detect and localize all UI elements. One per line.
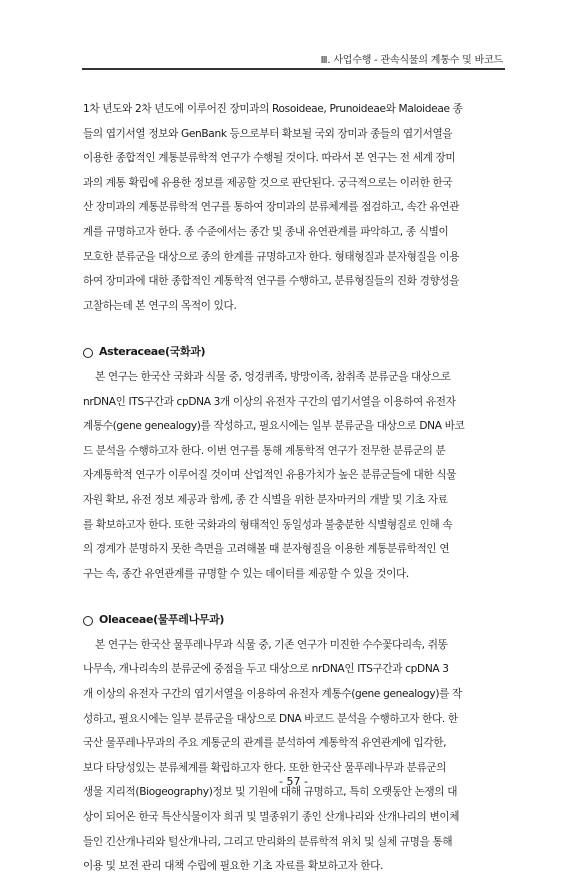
text-line: 과의 계통 확립에 유용한 정보를 제공할 것으로 판단된다. 궁극적으로는 이러한 한국 — [83, 176, 453, 189]
text-line: 산 장미과의 계통분류학적 연구를 통하여 장미과의 분류체계를 점검하고, 속간 유연관 — [83, 201, 460, 214]
text-line: 하여 장미과에 대한 종합적인 계통학적 연구를 수행하고, 분류형질들의 진화 경향성을 — [83, 275, 460, 288]
text-line: 개 이상의 유전자 구간의 엽기서열을 이용하여 유전자 계통수(gene genealogy)를 작 — [83, 688, 462, 701]
circle-bullet-icon — [83, 616, 93, 626]
text-line: 계를 규명하고자 한다. 종 수준에서는 종간 및 종내 유연관계를 파악하고, 종 식별이 — [83, 225, 449, 238]
text-line: 고찰하는데 본 연구의 목적이 있다. — [83, 299, 237, 312]
circle-bullet-icon — [83, 348, 93, 358]
page-body — [83, 97, 508, 879]
text-line: 이용한 종합적인 계통분류학적 연구가 수행될 것이다. 따라서 본 연구는 전 세계 장미 — [83, 152, 456, 165]
section-title: Oleaceae(물푸레나무과) — [99, 613, 225, 627]
text-line: 보다 타당성있는 분류체계를 확립하고자 한다. 또한 한국산 물푸레나무과 분류군의 — [83, 761, 447, 774]
text-line: 본 연구는 한국산 물푸레나무과 식물 중, 기존 연구가 미진한 수수꽃다리속, 쥐똥 — [95, 638, 448, 651]
asteraceae-paragraph — [83, 365, 508, 586]
oleaceae-paragraph — [83, 633, 508, 879]
intro-paragraph — [83, 97, 508, 318]
text-line: 를 확보하고자 한다. 또한 국화과의 형태적인 동일성과 불충분한 식별형질로 인해 속 — [83, 518, 453, 531]
text-line: 나무속, 개나리속의 분류군에 중점을 두고 대상으로 nrDNA인 ITS구간과 cpDNA 3 — [83, 663, 449, 676]
text-line: nrDNA인 ITS구간과 cpDNA 3개 이상의 유전자 구간의 엽기서열을 이용하여 유전자 — [83, 395, 456, 408]
text-line: 계통수(gene genealogy)를 작성하고, 필요시에는 일부 분류군을 대상으로 DNA 바코 — [83, 420, 465, 433]
header-rule — [82, 68, 505, 70]
section-heading-asteraceae — [83, 340, 508, 365]
page-number: - 57 - — [279, 775, 308, 788]
text-line: 생물 지리적(Biogeography)정보 및 기원에 대해 규명하고, 특히 오랫동안 논쟁의 대 — [83, 786, 458, 799]
text-line: 1차 년도와 2차 년도에 이루어진 장미과의 Rosoideae, Prunoideae와 Maloideae 종 — [83, 103, 463, 115]
section-title: Asteraceae(국화과) — [99, 345, 206, 359]
text-line: 들인 긴산개나리와 털산개나리, 그리고 만리화의 분류학적 위치 및 실체 규명을 통해 — [83, 835, 453, 848]
text-line: 국산 물푸레나무과의 주요 계통군의 관계를 분석하여 계통학적 유연관계에 입각한, — [83, 737, 447, 750]
text-line: 상이 되어온 한국 특산식물이자 희귀 및 멸종위기 종인 산개나리와 산개나리의 변이체 — [83, 811, 460, 824]
text-line: 구는 속, 종간 유연관계를 규명할 수 있는 데이터를 제공할 수 있을 것이다. — [83, 567, 409, 580]
section-heading-oleaceae — [83, 608, 508, 633]
text-line: 모호한 분류군을 대상으로 종의 한계를 규명하고자 한다. 형태형질과 분자형질을 이용 — [83, 250, 460, 263]
text-line: 성하고, 필요시에는 일부 분류군을 대상으로 DNA 바코드 분석을 수행하고자 한다. 한 — [83, 712, 458, 725]
header-title: Ⅲ. 사업수행 - 관속식물의 계통수 및 바코드 — [320, 55, 503, 66]
text-line: 이용 및 보전 관리 대책 수립에 필요한 기초 자료를 확보하고자 한다. — [83, 860, 384, 873]
text-line: 드 분석을 수행하고자 한다. 이번 연구를 통해 계통학적 연구가 전무한 분류군의 분 — [83, 444, 446, 457]
text-line: 의 경계가 분명하지 못한 측면을 고려해볼 때 분자형질을 이용한 계통분류학적인 연 — [83, 543, 450, 556]
text-line: 본 연구는 한국산 국화과 식물 중, 엉겅퀴족, 방망이족, 참취족 분류군을 대상으로 — [95, 370, 451, 383]
running-header — [0, 46, 587, 68]
text-line: 자원 확보, 유전 정보 제공과 함께, 종 간 식별을 위한 분자마커의 개발 및 기초 자료 — [83, 493, 448, 506]
text-line: 자계통학적 연구가 이루어질 것이며 산업적인 유용가치가 높은 분류군들에 대한 식물 — [83, 469, 457, 482]
text-line: 들의 엽기서열 정보와 GenBank 등으로부터 확보될 국외 장미과 종들의 엽기서열을 — [83, 127, 453, 140]
